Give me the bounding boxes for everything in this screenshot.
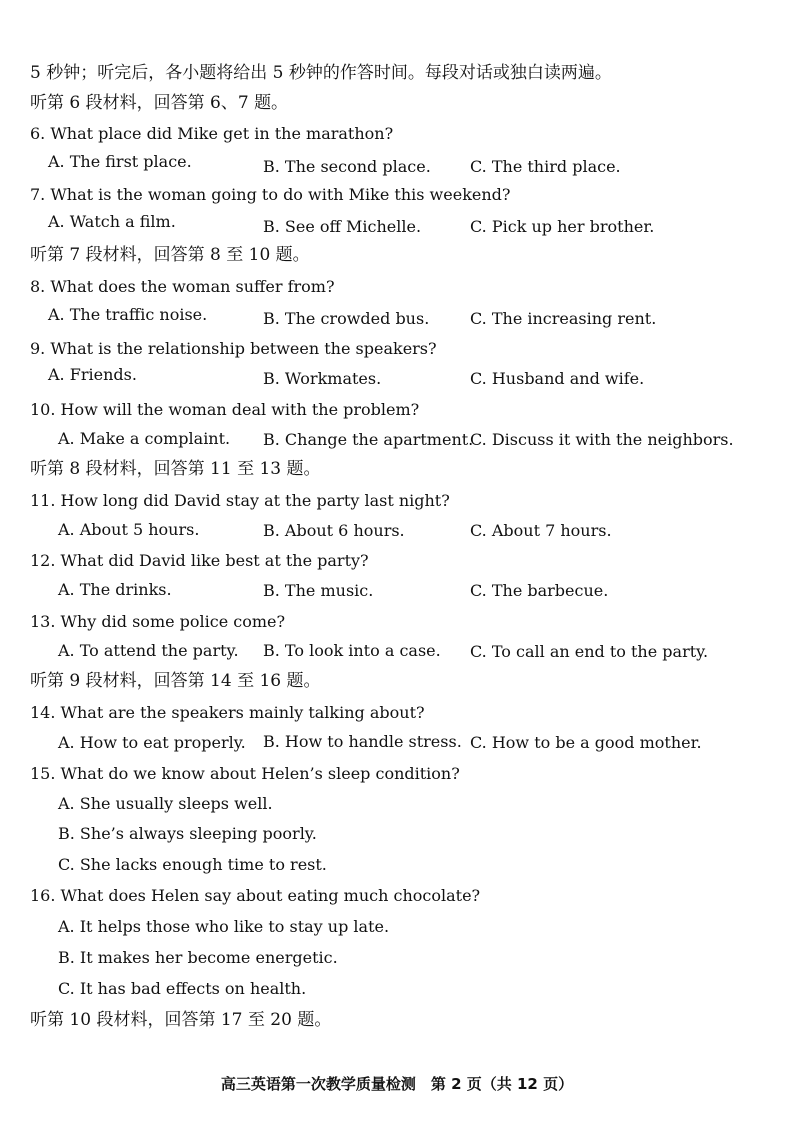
q9-option-b: B. Workmates.: [263, 369, 382, 388]
section-heading-7: 听第 7 段材料，回答第 8 至 10 题。: [30, 245, 310, 265]
q7-option-a: A. Watch a film.: [48, 212, 176, 231]
question-12: 12. What did David like best at the party?: [30, 551, 369, 570]
q13-option-c: C. To call an end to the party.: [470, 642, 709, 661]
q11-option-b: B. About 6 hours.: [263, 521, 405, 540]
intro-line: 5 秒钟；听完后，各小题将给出 5 秒钟的作答时间。每段对话或独白读两遍。: [30, 63, 612, 83]
q11-option-a: A. About 5 hours.: [58, 520, 200, 539]
q6-option-c: C. The third place.: [470, 157, 621, 176]
q8-option-a: A. The traffic noise.: [48, 305, 208, 324]
q15-option-c: C. She lacks enough time to rest.: [58, 855, 327, 874]
q12-option-c: C. The barbecue.: [470, 581, 609, 600]
q6-option-b: B. The second place.: [263, 157, 431, 176]
q10-option-c: C. Discuss it with the neighbors.: [470, 430, 734, 449]
q15-option-a: A. She usually sleeps well.: [58, 794, 273, 813]
q14-option-c: C. How to be a good mother.: [470, 733, 702, 752]
q16-option-a: A. It helps those who like to stay up late.: [58, 917, 390, 936]
q11-option-c: C. About 7 hours.: [470, 521, 612, 540]
question-14: 14. What are the speakers mainly talking about?: [30, 703, 425, 722]
q16-option-b: B. It makes her become energetic.: [58, 948, 338, 967]
section-heading-6: 听第 6 段材料，回答第 6、7 题。: [30, 93, 289, 113]
q15-option-b: B. She’s always sleeping poorly.: [58, 824, 317, 843]
question-10: 10. How will the woman deal with the problem?: [30, 400, 420, 419]
q9-option-c: C. Husband and wife.: [470, 369, 645, 388]
q14-option-b: B. How to handle stress.: [263, 732, 462, 751]
q12-option-b: B. The music.: [263, 581, 374, 600]
q16-option-c: C. It has bad effects on health.: [58, 979, 307, 998]
section-heading-10: 听第 10 段材料，回答第 17 至 20 题。: [30, 1010, 332, 1030]
q13-option-b: B. To look into a case.: [263, 641, 441, 660]
q10-option-b: B. Change the apartment.: [263, 430, 474, 449]
question-11: 11. How long did David stay at the party last night?: [30, 491, 450, 510]
page-footer: 高三英语第一次教学质量检测 第 2 页（共 12 页）: [220, 1075, 574, 1093]
question-9: 9. What is the relationship between the speakers?: [30, 339, 437, 358]
question-8: 8. What does the woman suffer from?: [30, 277, 335, 296]
q14-option-a: A. How to eat properly.: [58, 733, 246, 752]
q7-option-b: B. See off Michelle.: [263, 217, 422, 236]
q9-option-a: A. Friends.: [48, 365, 137, 384]
question-16: 16. What does Helen say about eating much chocolate?: [30, 886, 481, 905]
section-heading-8: 听第 8 段材料，回答第 11 至 13 题。: [30, 459, 321, 479]
question-13: 13. Why did some police come?: [30, 612, 286, 631]
q8-option-c: C. The increasing rent.: [470, 309, 657, 328]
question-7: 7. What is the woman going to do with Mike this weekend?: [30, 185, 511, 204]
question-6: 6. What place did Mike get in the marathon?: [30, 124, 394, 143]
q6-option-a: A. The first place.: [48, 152, 192, 171]
question-15: 15. What do we know about Helen’s sleep condition?: [30, 764, 460, 783]
q12-option-a: A. The drinks.: [58, 580, 172, 599]
q8-option-b: B. The crowded bus.: [263, 309, 430, 328]
q7-option-c: C. Pick up her brother.: [470, 217, 655, 236]
section-heading-9: 听第 9 段材料，回答第 14 至 16 题。: [30, 671, 321, 691]
q13-option-a: A. To attend the party.: [58, 641, 239, 660]
q10-option-a: A. Make a complaint.: [58, 429, 231, 448]
